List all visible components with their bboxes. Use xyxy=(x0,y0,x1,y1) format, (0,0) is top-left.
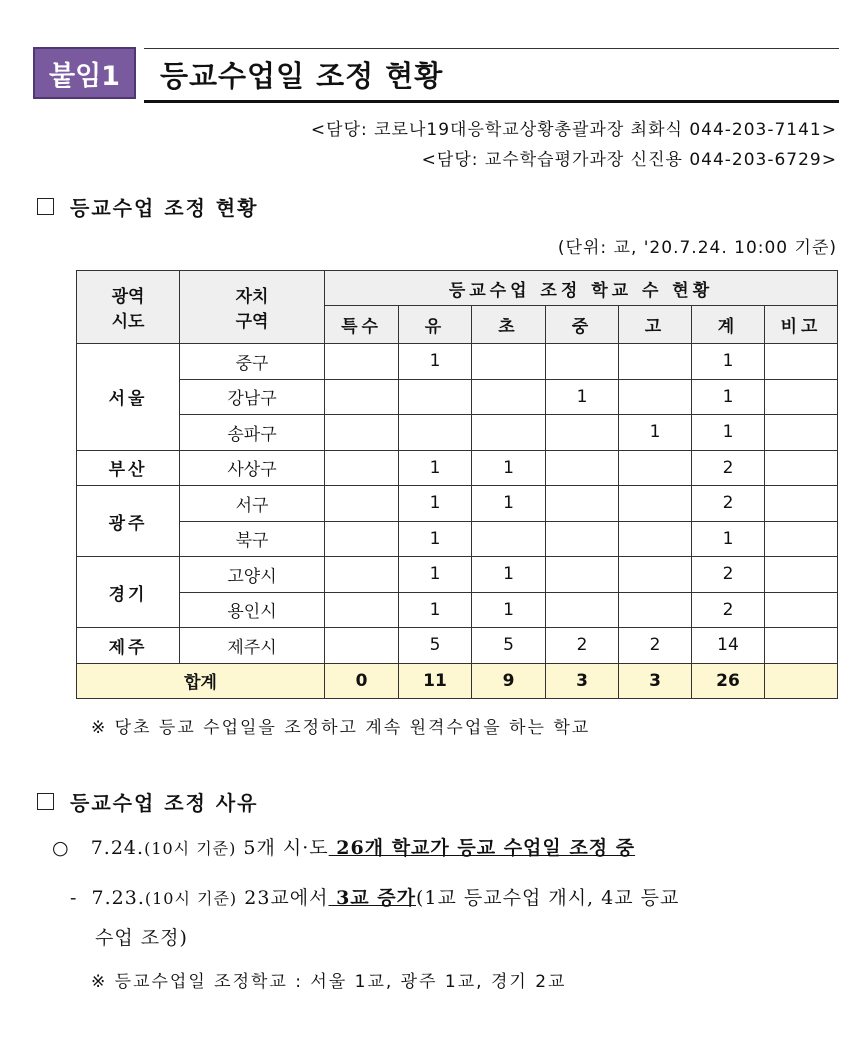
value-cell xyxy=(399,379,472,415)
value-cell: 1 xyxy=(399,450,472,486)
total-row xyxy=(77,663,838,698)
district-cell: 용인시 xyxy=(180,592,325,628)
value-cell xyxy=(619,592,692,628)
circle-bullet-icon: ○ xyxy=(52,837,70,859)
value-cell xyxy=(546,415,619,451)
value-cell: 1 xyxy=(399,557,472,593)
reason-footnote: ※ 등교수업일 조정학교 : 서울 1교, 광주 1교, 경기 2교 xyxy=(91,972,567,992)
reason-bullet-1 xyxy=(52,833,635,860)
time: (10시 기준) xyxy=(144,839,237,858)
date: 7.24. xyxy=(90,837,145,859)
section-heading-status xyxy=(37,192,259,221)
region-cell: 경기 xyxy=(77,557,180,628)
value-cell xyxy=(619,450,692,486)
text: 23교에서 xyxy=(237,887,329,909)
value-cell xyxy=(546,344,619,380)
district-cell: 서구 xyxy=(180,486,325,522)
header-level: 고 xyxy=(619,306,692,344)
value-cell: 2 xyxy=(692,592,765,628)
table-row xyxy=(77,628,838,664)
title-top-rule xyxy=(144,48,839,49)
district-cell: 제주시 xyxy=(180,628,325,664)
value-cell xyxy=(325,415,399,451)
value-cell: 1 xyxy=(399,486,472,522)
value-cell: 1 xyxy=(472,557,546,593)
emphasis: 26개 학교가 등교 수업일 조정 중 xyxy=(328,837,636,859)
header-region-line2: 시도 xyxy=(111,312,145,332)
value-cell: 1 xyxy=(399,344,472,380)
value-cell xyxy=(472,379,546,415)
value-cell xyxy=(472,415,546,451)
district-cell: 북구 xyxy=(180,521,325,557)
value-cell xyxy=(325,450,399,486)
total-value-cell: 3 xyxy=(619,663,692,698)
value-cell xyxy=(765,592,838,628)
region-cell: 제주 xyxy=(77,628,180,664)
section-title: 등교수업 조정 사유 xyxy=(70,791,259,815)
header-region-line1: 광역 xyxy=(111,287,145,307)
value-cell xyxy=(325,344,399,380)
value-cell xyxy=(546,486,619,522)
value-cell: 5 xyxy=(399,628,472,664)
page-title: 등교수업일 조정 현황 xyxy=(160,59,444,93)
value-cell: 2 xyxy=(619,628,692,664)
value-cell xyxy=(472,521,546,557)
district-cell: 고양시 xyxy=(180,557,325,593)
value-cell: 2 xyxy=(692,450,765,486)
table-row xyxy=(77,415,838,451)
emphasis: 3교 증가 xyxy=(328,887,416,909)
value-cell: 1 xyxy=(692,379,765,415)
value-cell xyxy=(619,379,692,415)
total-value-cell: 11 xyxy=(399,663,472,698)
value-cell: 2 xyxy=(692,486,765,522)
table-row xyxy=(77,592,838,628)
value-cell xyxy=(546,557,619,593)
text: (1교 등교수업 개시, 4교 등교 xyxy=(415,887,680,909)
attachment-badge: 붙임1 xyxy=(33,47,136,99)
header-level: 특수 xyxy=(325,306,399,344)
value-cell: 1 xyxy=(472,450,546,486)
section-heading-reason xyxy=(37,787,259,816)
dash-bullet-icon: - xyxy=(70,887,78,909)
header-district-line1: 자치 xyxy=(235,287,269,307)
header-group: 등교수업 조정 학교 수 현황 xyxy=(325,271,838,306)
value-cell xyxy=(472,344,546,380)
section-title: 등교수업 조정 현황 xyxy=(70,196,259,220)
value-cell xyxy=(765,557,838,593)
value-cell xyxy=(765,521,838,557)
reason-bullet-2 xyxy=(70,883,679,910)
value-cell: 1 xyxy=(692,415,765,451)
text: 5개 시·도 xyxy=(236,837,329,859)
district-cell: 사상구 xyxy=(180,450,325,486)
district-cell: 강남구 xyxy=(180,379,325,415)
value-cell: 1 xyxy=(619,415,692,451)
value-cell xyxy=(619,486,692,522)
value-cell xyxy=(619,521,692,557)
table-footnote: ※ 당초 등교 수업일을 조정하고 계속 원격수업을 하는 학교 xyxy=(91,718,591,738)
header-district-line2: 구역 xyxy=(235,312,269,332)
reason-bullet-2-cont: 수업 조정) xyxy=(95,927,188,949)
total-value-cell: 3 xyxy=(546,663,619,698)
value-cell xyxy=(765,486,838,522)
district-cell: 중구 xyxy=(180,344,325,380)
value-cell: 1 xyxy=(472,486,546,522)
value-cell xyxy=(619,344,692,380)
value-cell: 2 xyxy=(546,628,619,664)
value-cell xyxy=(399,415,472,451)
table-body xyxy=(77,344,838,699)
value-cell xyxy=(325,379,399,415)
value-cell xyxy=(325,628,399,664)
value-cell xyxy=(325,486,399,522)
value-cell xyxy=(765,379,838,415)
value-cell: 14 xyxy=(692,628,765,664)
value-cell: 1 xyxy=(399,592,472,628)
value-cell xyxy=(546,592,619,628)
value-cell xyxy=(765,628,838,664)
value-cell xyxy=(619,557,692,593)
header-level: 초 xyxy=(472,306,546,344)
contact-line-1: <담당: 코로나19대응학교상황총괄과장 최화식 044-203-7141> xyxy=(310,120,837,140)
value-cell: 2 xyxy=(692,557,765,593)
value-cell xyxy=(325,592,399,628)
total-label: 합계 xyxy=(77,663,325,698)
unit-note: (단위: 교, '20.7.24. 10:00 기준) xyxy=(557,238,837,258)
header-region xyxy=(77,271,180,344)
contact-line-2: <담당: 교수학습평가과장 신진용 044-203-6729> xyxy=(421,150,837,170)
header-level: 중 xyxy=(546,306,619,344)
value-cell xyxy=(325,557,399,593)
header-level: 유 xyxy=(399,306,472,344)
adjustment-table xyxy=(76,270,838,699)
value-cell: 1 xyxy=(692,521,765,557)
value-cell xyxy=(546,450,619,486)
table-row xyxy=(77,521,838,557)
date: 7.23. xyxy=(91,887,145,909)
header-level: 비고 xyxy=(765,306,838,344)
total-value-cell: 9 xyxy=(472,663,546,698)
total-value-cell: 26 xyxy=(692,663,765,698)
value-cell xyxy=(765,415,838,451)
value-cell xyxy=(765,344,838,380)
region-cell: 광주 xyxy=(77,486,180,557)
value-cell: 1 xyxy=(692,344,765,380)
value-cell xyxy=(325,521,399,557)
time: (10시 기준) xyxy=(144,889,238,908)
value-cell: 1 xyxy=(399,521,472,557)
checkbox-icon xyxy=(37,793,54,810)
checkbox-icon xyxy=(37,198,54,215)
header-district xyxy=(180,271,325,344)
district-cell: 송파구 xyxy=(180,415,325,451)
table-row xyxy=(77,557,838,593)
table-row xyxy=(77,344,838,380)
table-row xyxy=(77,486,838,522)
value-cell: 1 xyxy=(472,592,546,628)
header-level: 계 xyxy=(692,306,765,344)
title-bottom-rule xyxy=(144,100,839,103)
value-cell: 5 xyxy=(472,628,546,664)
region-cell: 서울 xyxy=(77,344,180,451)
region-cell: 부산 xyxy=(77,450,180,486)
value-cell xyxy=(546,521,619,557)
table-row xyxy=(77,450,838,486)
total-value-cell xyxy=(765,663,838,698)
value-cell xyxy=(765,450,838,486)
value-cell: 1 xyxy=(546,379,619,415)
table-row xyxy=(77,379,838,415)
total-value-cell: 0 xyxy=(325,663,399,698)
